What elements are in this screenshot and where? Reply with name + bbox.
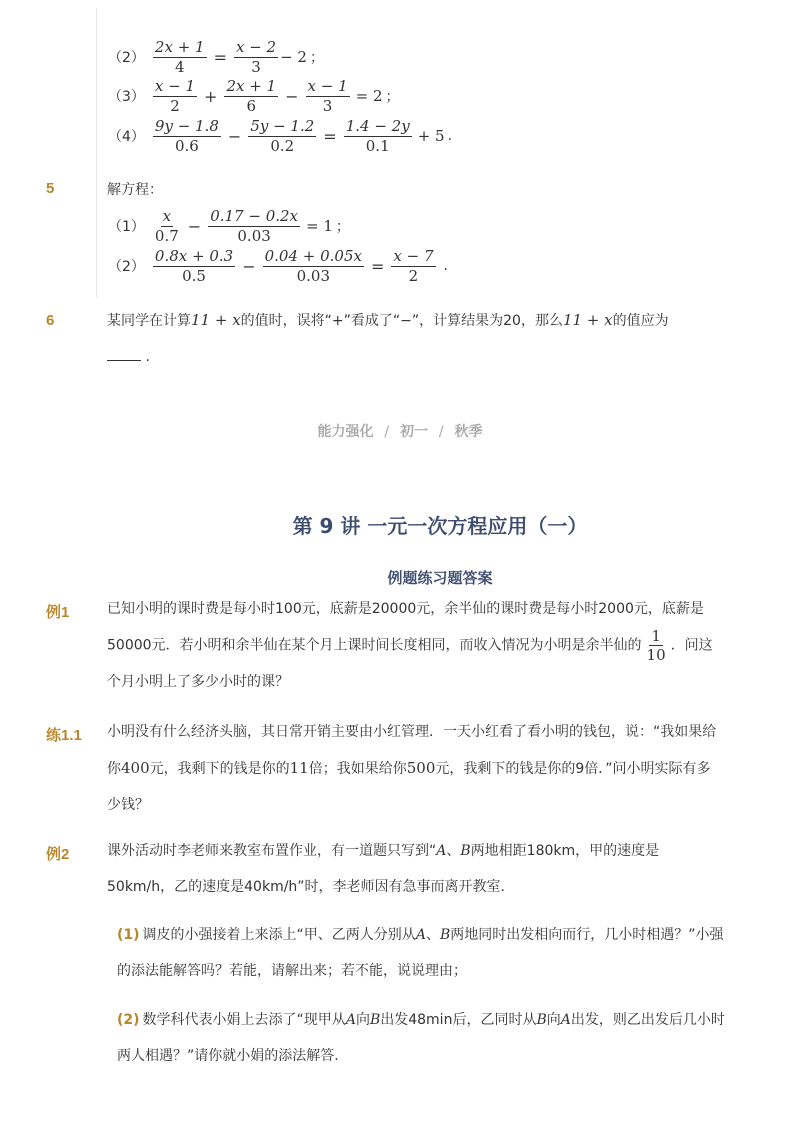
breadcrumb-item: 秋季 — [454, 424, 483, 440]
fraction: $\frac{9y - 1.8}{0.6}$ — [154, 116, 219, 155]
fraction: $\frac{x - 2}{3}$ — [235, 37, 277, 76]
subquestion-tag: (2) — [117, 1012, 140, 1028]
fraction: $\frac{0.04 + 0.05x}{0.03}$ — [264, 246, 362, 285]
fraction: $\frac{x - 1}{2}$ — [154, 76, 196, 115]
question-number: 5 — [46, 180, 55, 197]
practice-tag: 练1.1 — [46, 727, 82, 744]
question-text: 某同学在计算11 + x的值时，误将“+”看成了“−”，计算结果为20，那么11 + x的值应为 . — [107, 311, 669, 365]
fraction: $\frac{5y - 1.2}{0.2}$ — [250, 116, 315, 155]
example-2-subquestion-1: (1) 调皮的小强接着上来添上“甲、乙两人分别从A、B两地同时出发相向而行，几小时相遇？”小强的添法能解答吗？若能，请解出来；若不能，说说理由； — [117, 927, 724, 979]
q4-part4: （4） $\frac{9y - 1.8}{0.6}$ − $\frac{5y - 1.2}{0.2}$ = $\frac{1.4 - 2y}{0.1}$ + 5 . — [108, 116, 453, 155]
fraction: $\frac{x - 1}{3}$ — [307, 76, 348, 115]
q4-part3: （3） $\frac{x - 1}{2}$ + $\frac{2x + 1}{6}$ − $\frac{x - 1}{3}$ = 2 ； — [108, 76, 400, 115]
breadcrumb-item: 能力强化 — [317, 424, 374, 440]
part-label: （2） — [108, 259, 145, 275]
fraction: $\frac{x}{0.7}$ — [154, 206, 179, 245]
breadcrumb-separator: / — [438, 424, 444, 440]
subquestion-tag: (1) — [117, 927, 140, 943]
question-prompt: 解方程： — [107, 182, 163, 198]
breadcrumb-separator: / — [384, 424, 390, 440]
example-2-subquestion-2: (2) 数学科代表小娟上去添了“现甲从A向B出发48min后，乙同时从B向A出发，则乙出发后几小时两人相遇？”请你就小娟的添法解答. — [117, 1012, 725, 1064]
example-2-text: 课外活动时李老师来教室布置作业，有一道题只写到“A、B两地相距180km，甲的速度是50km/h，乙的速度是40km/h”时，李老师因有急事而离开教室． — [107, 843, 660, 895]
breadcrumb-item: 初一 — [400, 424, 428, 440]
breadcrumb — [0, 421, 800, 441]
q5-part1: （1） $\frac{x}{0.7}$ − $\frac{0.17 - 0.2x}{0.03}$ = 1 ； — [108, 206, 350, 245]
q4-part2: （2） $\frac{2x + 1}{4}$ = $\frac{x - 2}{3}$ − 2 ； — [108, 37, 324, 76]
answer-blank — [107, 346, 141, 361]
question-number: 6 — [46, 312, 55, 329]
part-label: （4） — [108, 129, 145, 145]
part-label: （2） — [108, 50, 145, 66]
example-tag: 例1 — [46, 604, 70, 621]
example-1-text: 已知小明的课时费是每小时100元，底薪是20000元，余半仙的课时费是每小时2000元，底薪是50000元．若小明和余半仙在某个月上课时间长度相同，而收入情况为小明是余半仙的 $\frac{1}{10}$ ．问这个月小明上了多少小时的课？ — [107, 601, 713, 690]
fraction: $\frac{1.4 - 2y}{0.1}$ — [345, 116, 410, 155]
fraction: $\frac{0.8x + 0.3}{0.5}$ — [154, 246, 234, 285]
fraction: $\frac{2x + 1}{4}$ — [154, 37, 205, 76]
fraction: $\frac{x - 7}{2}$ — [393, 246, 434, 285]
practice-1-1-text: 小明没有什么经济头脑，其日常开销主要由小红管理．一天小红看了看小明的钱包，说：“我如果给你400元，我剩下的钱是你的11倍；我如果给你500元，我剩下的钱是你的9倍．”问小明实际有多少钱？ — [107, 724, 717, 813]
example-tag: 例2 — [46, 846, 70, 863]
q5-part2: （2） $\frac{0.8x + 0.3}{0.5}$ − $\frac{0.04 + 0.05x}{0.03}$ = $\frac{x - 7}{2}$ . — [108, 246, 448, 285]
left-margin-rule — [96, 8, 97, 298]
fraction: $\frac{2x + 1}{6}$ — [226, 76, 277, 115]
lecture-title: 第 9 讲 一元一次方程应用（一） — [292, 514, 588, 538]
fraction: $\frac{0.17 - 0.2x}{0.03}$ — [210, 206, 299, 245]
part-label: （1） — [108, 219, 145, 235]
part-label: （3） — [108, 89, 145, 105]
section-title: 例题练习题答案 — [387, 569, 493, 587]
fraction: $\frac{1}{10}$ — [646, 627, 666, 664]
